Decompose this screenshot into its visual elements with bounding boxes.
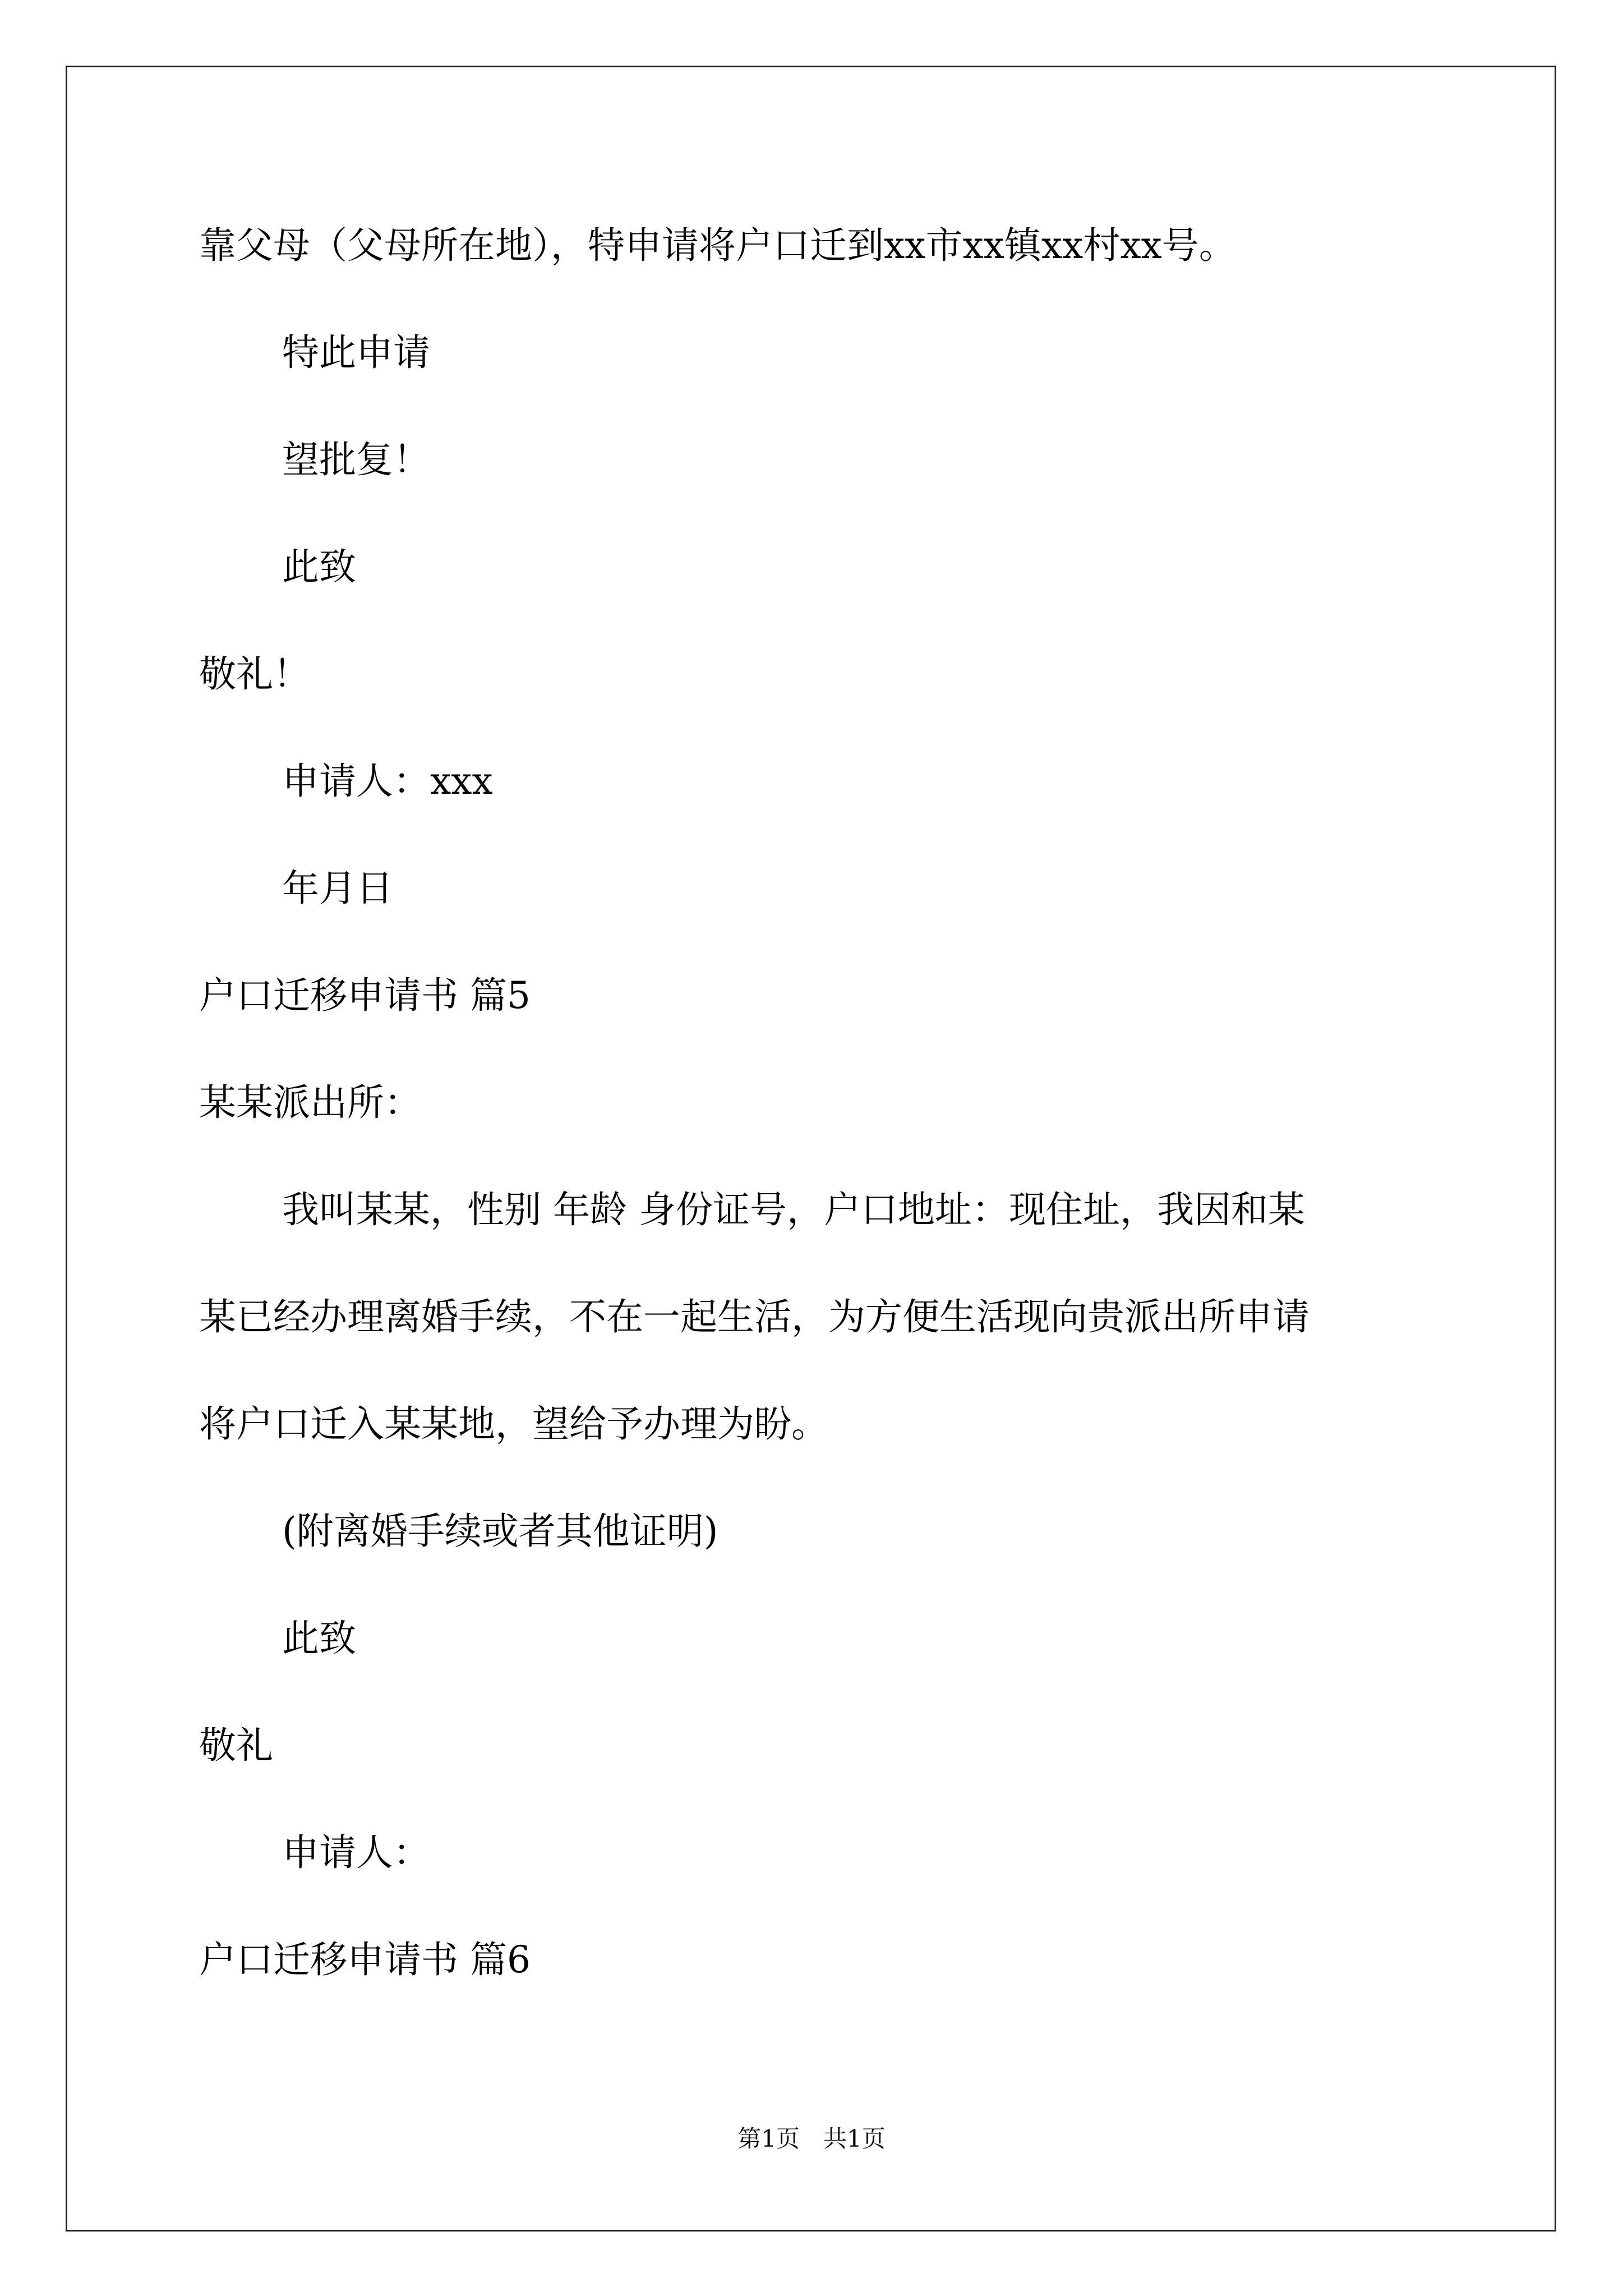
section-heading: 户口迁移申请书 篇6	[199, 1938, 531, 1981]
text-line: 我叫某某，性别 年龄 身份证号，户口地址：现住址，我因和某	[282, 1188, 1305, 1231]
text-line: (附离婚手续或者其他证明)	[282, 1510, 718, 1553]
text-line: 将户口迁入某某地，望给予办理为盼。	[199, 1402, 828, 1446]
page-footer: 第1页 共1页	[737, 2125, 886, 2152]
text-line: 某某派出所：	[199, 1081, 421, 1124]
text-line: 靠父母（父母所在地），特申请将户口迁到xx市xx镇xx村xx号。	[199, 224, 1236, 267]
text-line: 望批复！	[282, 438, 430, 481]
section-heading: 户口迁移申请书 篇5	[199, 974, 531, 1017]
text-line: 特此申请	[282, 331, 430, 374]
text-line: 申请人：xxx	[282, 760, 493, 803]
document-body	[199, 219, 1450, 1987]
text-line: 某已经办理离婚手续，不在一起生活，为方便生活现向贵派出所申请	[199, 1295, 1310, 1338]
text-line: 年月日	[282, 867, 393, 910]
text-line: 敬礼	[199, 1724, 273, 1767]
text-line: 此致	[282, 1617, 356, 1660]
text-line: 申请人：	[282, 1831, 430, 1874]
text-line: 敬礼！	[199, 652, 310, 696]
text-line: 此致	[282, 545, 356, 588]
